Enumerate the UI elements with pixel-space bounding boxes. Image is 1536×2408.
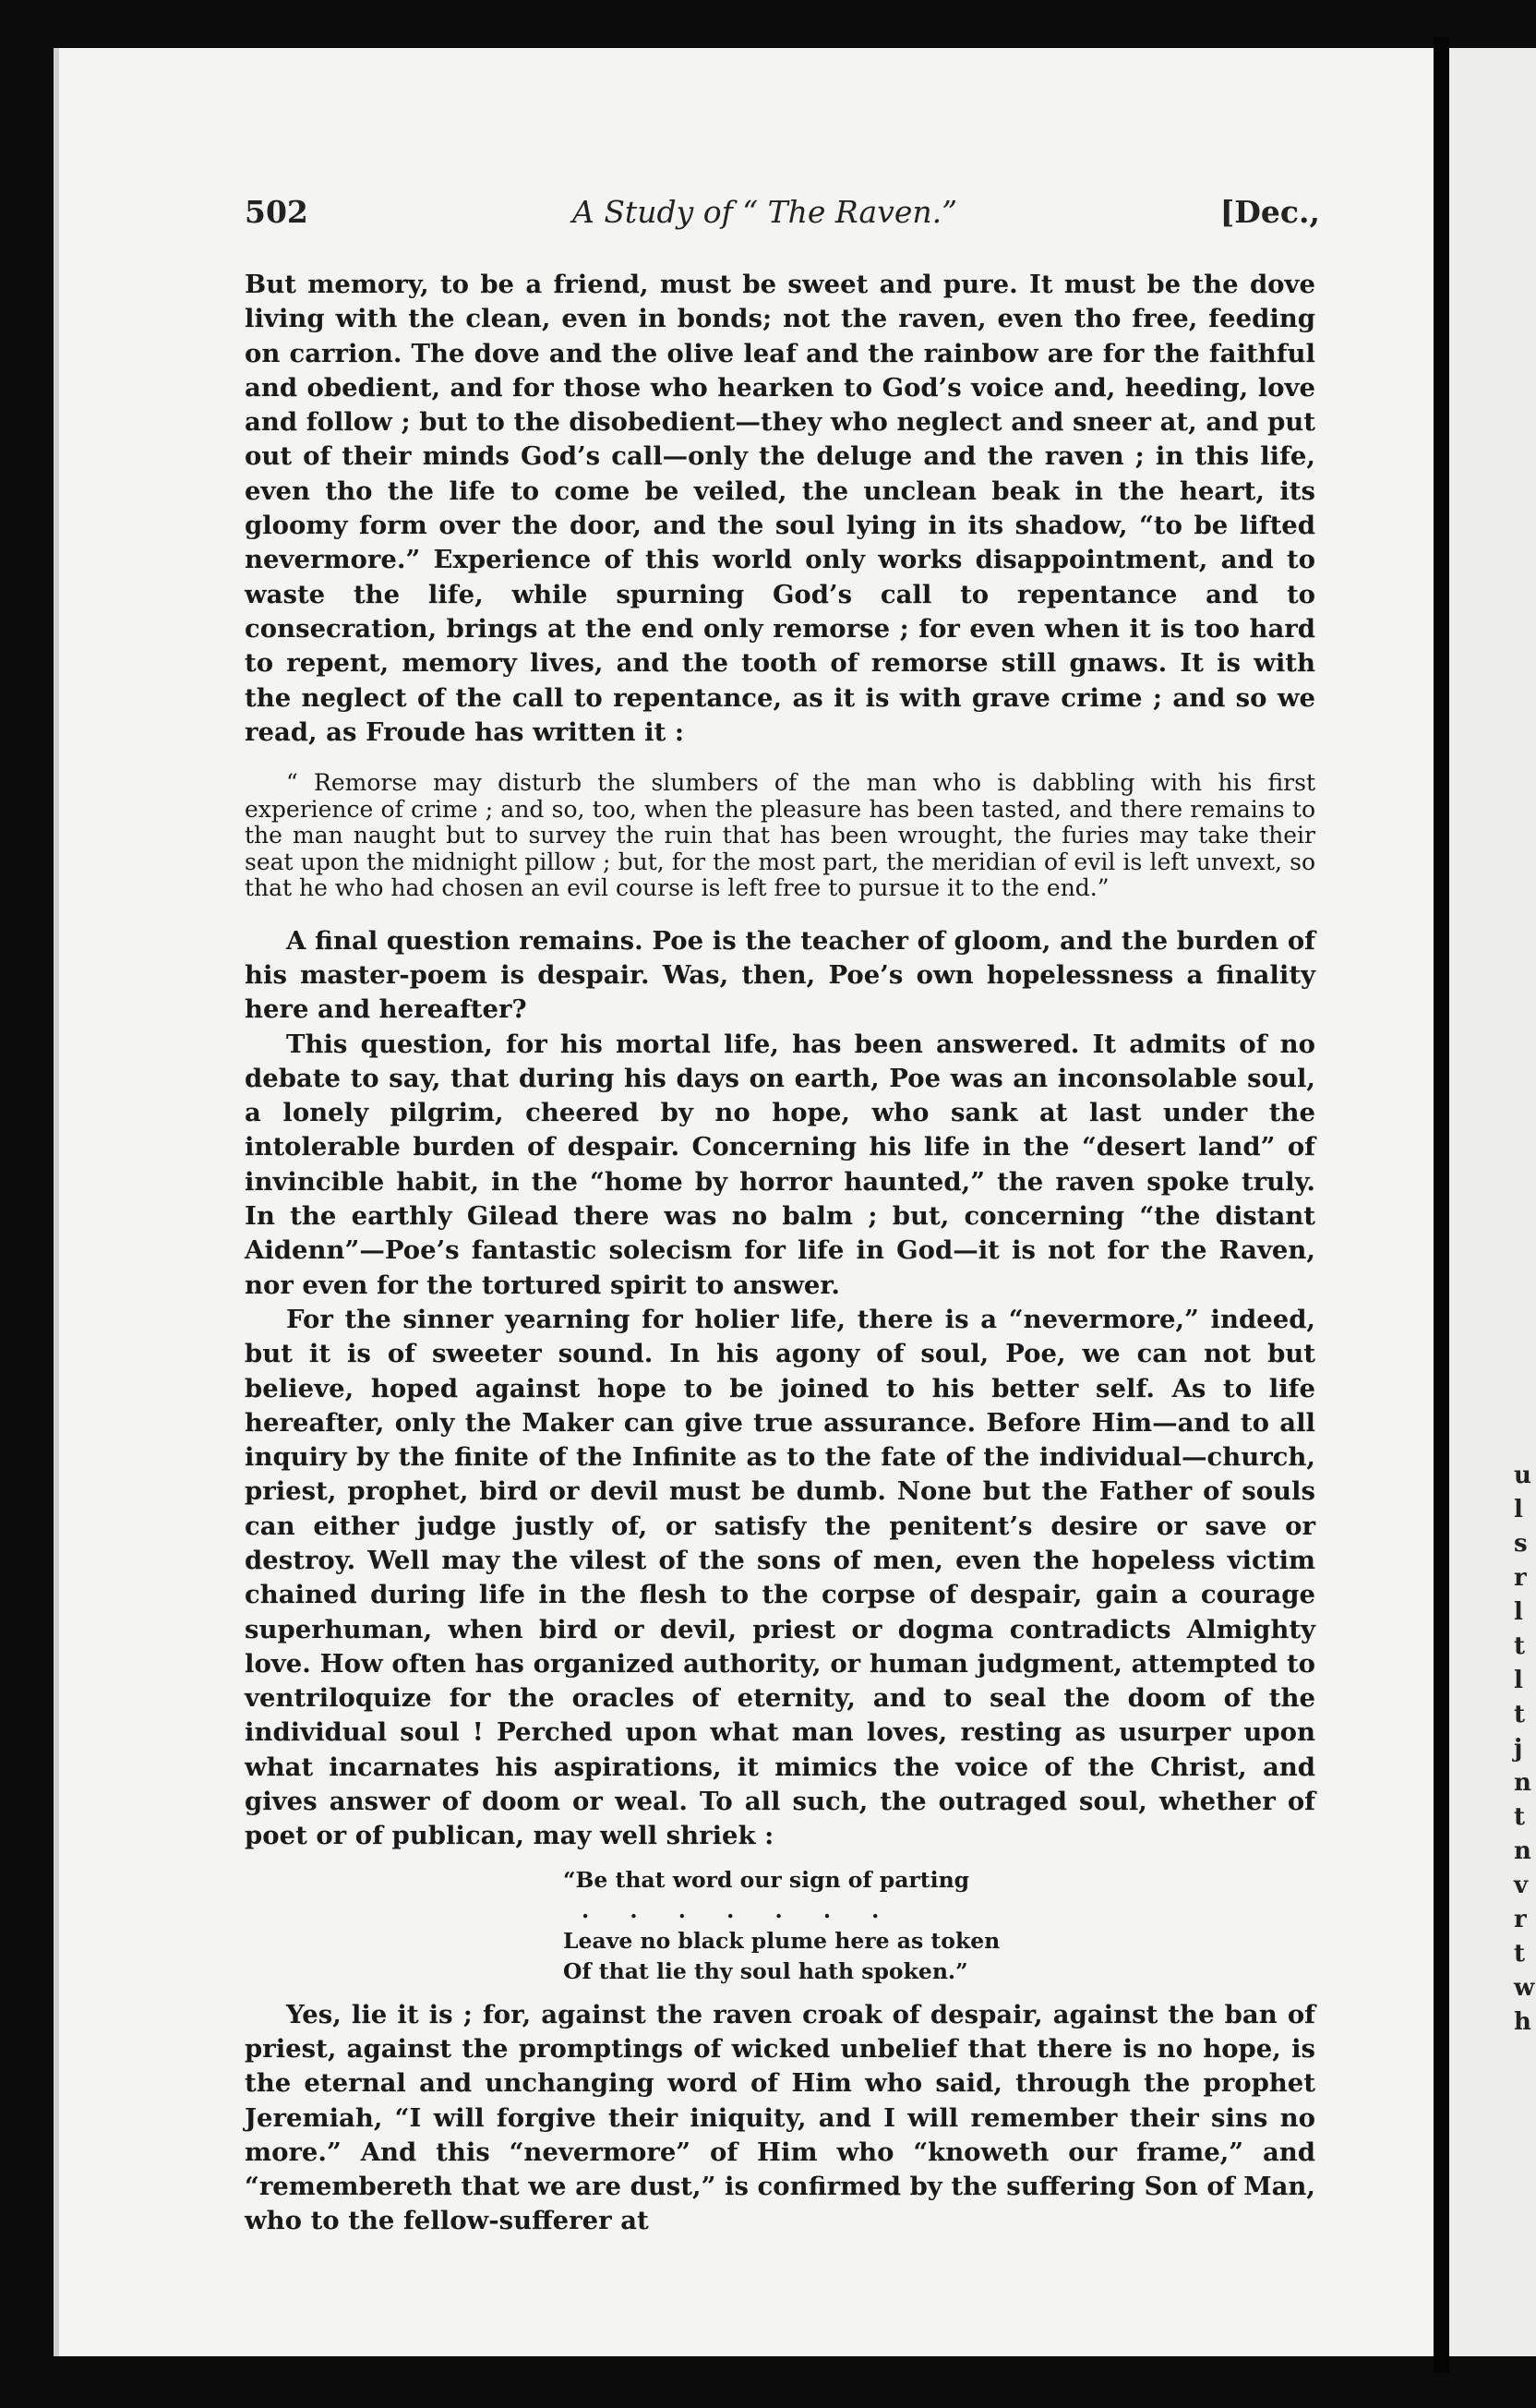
facing-page-char: l xyxy=(1514,1496,1523,1523)
facing-page-char: l xyxy=(1514,1667,1523,1694)
facing-page-fragments xyxy=(1514,1459,1534,2040)
facing-page-char: t xyxy=(1514,1940,1526,1968)
facing-page-char: n xyxy=(1514,1837,1531,1865)
book-gutter xyxy=(1434,37,1449,2373)
verse-line: Of that lie thy soul hath spoken.” xyxy=(563,1957,968,1984)
verse-ellipsis: . . . . . . . xyxy=(582,1896,896,1923)
facing-page-char: w xyxy=(1514,1974,1535,2002)
page-number: 502 xyxy=(245,194,308,230)
facing-page-char: t xyxy=(1514,1632,1526,1660)
section-mark: [Dec., xyxy=(1219,194,1320,230)
paragraph: For the sinner yearning for holier life, there is a “nevermore,” indeed, but it is of sweeter sound. In his agony of soul, Poe, we can not but believe, hoped against hope to be joined to his better self. As to life hereafter, only the Maker can give true assurance. Before Him—and to all inquiry by the finite of the Infinite as to the fate of the individual—church, priest, prophet, bird or devil must be dumb. None but the Father of souls can either judge justly of, or satisfy the penitent’s desire or save or destroy. Well may the vilest of the sons of men, even the hopeless victim chained during life in the flesh to the corpse of despair, gain a courage superhuman, when bird or devil, priest or dogma contradicts Almighty love. How often has organized authority, or human judgment, attempted to ventriloquize for the oracles of eternity, and to seal the doom of the individual soul ! Perched upon what man loves, resting as usurper upon what incarnates his aspirations, it mimics the voice of the Christ, and gives answer of doom or weal. To all such, the outraged soul, whether of poet or of publican, may well shriek : xyxy=(245,1304,1315,1851)
paragraph: A final question remains. Poe is the teacher of gloom, and the burden of his master-poem is despair. Was, then, Poe’s own hopelessness a finality here and hereafter? xyxy=(245,925,1315,1025)
facing-page-char: h xyxy=(1514,2008,1531,2036)
facing-page-char: t xyxy=(1514,1803,1526,1831)
verse-quote xyxy=(563,1865,1315,1987)
block-quote: “ Remorse may disturb the slumbers of the man who is dabbling with his first experience of crime ; and so, too, when the pleasure has been tasted, and there remains to the man naught but to survey the ruin that has been wrought, the furies may take their seat upon the midnight pillow ; but, for the most part, the meridian of evil is left unvext, so that he who had chosen an evil course is left free to pursue it to the end.” xyxy=(245,769,1315,902)
facing-page-char: n xyxy=(1514,1769,1531,1797)
facing-page-char: v xyxy=(1514,1872,1529,1899)
paragraph: This question, for his mortal life, has been answered. It admits of no debate to say, that during his days on earth, Poe was an inconsolable soul, a lonely pilgrim, cheered by no hope, who sank at last under the intolerable burden of despair. Concerning his life in the “desert land” of invincible habit, in the “home by horror haunted,” the raven spoke truly. In the earthly Gilead there was no balm ; but, concerning “the distant Aidenn”—Poe’s fantastic solecism for life in God—it is not for the Raven, nor even for the tortured spirit to answer. xyxy=(245,1029,1315,1300)
verse-line: “Be that word our sign of parting xyxy=(563,1866,970,1893)
page-header xyxy=(245,194,1320,240)
facing-page-char: r xyxy=(1514,1906,1527,1933)
paragraph: Yes, lie it is ; for, against the raven croak of despair, against the ban of priest, against the promptings of wicked unbelief that there is no hope, is the eternal and unchanging word of Him who said, through the prophet Jeremiah, “I will forgive their iniquity, and I will remember their sins no more.” And this “nevermore” of Him who “knoweth our frame,” and “remembereth that we are dust,” is confirmed by the suffering Son of Man, who to the fellow-sufferer at xyxy=(245,1999,1315,2236)
facing-page-char: t xyxy=(1514,1701,1526,1728)
paragraph: But memory, to be a friend, must be sweet and pure. It must be the dove living with the clean, even in bonds; not the raven, even tho free, feeding on carrion. The dove and the olive leaf and the rainbow are for the faithful and obedient, and for those who hearken to God’s voice and, heeding, love and follow ; but to the disobedient—they who neglect and sneer at, and put out of their minds God’s call—only the deluge and the raven ; in this life, even tho the life to come be veiled, the unclean beak in the heart, its gloomy form over the door, and the soul lying in its shadow, “to be lifted nevermore.” Experience of this world only works disappointment, and to waste the life, while spurning God’s call to repentance and to consecration, brings at the end only remorse ; for even when it is too hard to repent, memory lives, and the tooth of remorse still gnaws. It is with the neglect of the call to repentance, as it is with grave crime ; and so we read, as Froude has written it : xyxy=(245,270,1315,747)
running-title: A Study of “ The Raven.” xyxy=(572,194,957,230)
facing-page-char: s xyxy=(1514,1530,1528,1558)
verse-line: Leave no black plume here as token xyxy=(563,1927,1001,1954)
page-body xyxy=(245,268,1315,2239)
facing-page-char: u xyxy=(1514,1462,1531,1489)
facing-page-char: j xyxy=(1514,1735,1523,1763)
facing-page-char: l xyxy=(1514,1598,1523,1626)
facing-page-char: r xyxy=(1514,1564,1527,1592)
